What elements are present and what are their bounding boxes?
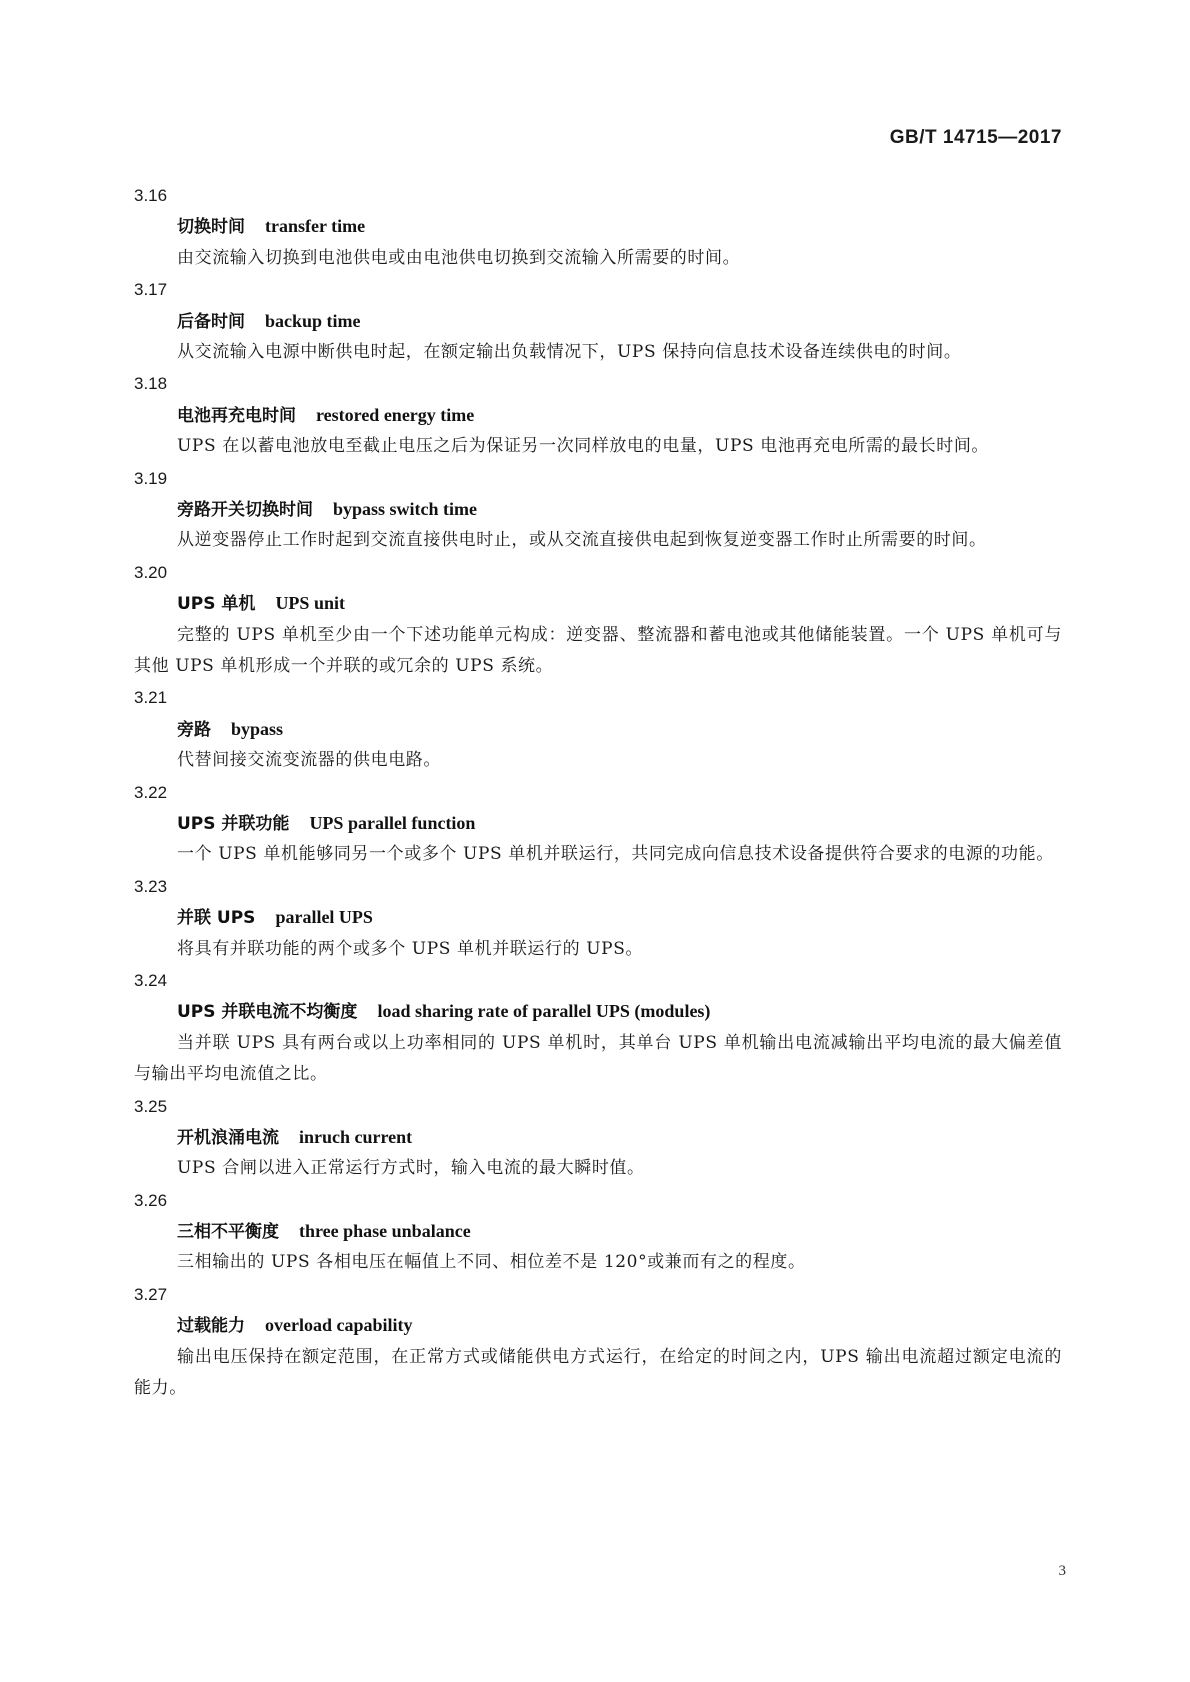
term-english: bypass [231, 718, 284, 739]
term-chinese: 开机浪涌电流 [177, 1127, 279, 1148]
term-chinese: UPS 并联电流不均衡度 [177, 1002, 358, 1023]
entry-term [134, 306, 1062, 337]
term-english: transfer time [265, 216, 366, 237]
entry-term [134, 1216, 1062, 1247]
definition-entry-3-18 [134, 368, 1062, 462]
term-english: UPS parallel function [309, 812, 476, 833]
entry-definition: 由交流输入切换到电池供电或由电池供电切换到交流输入所需要的时间。 [177, 247, 741, 268]
entry-term [134, 494, 1062, 525]
term-english: three phase unbalance [299, 1221, 471, 1242]
entry-definition: 一个 UPS 单机能够同另一个或多个 UPS 单机并联运行，共同完成向信息技术设备提供符合要求的电源的功能。 [177, 844, 1054, 865]
entry-term [134, 1310, 1062, 1341]
entry-definition: 完整的 UPS 单机至少由一个下述功能单元构成：逆变器、整流器和蓄电池或其他储能装置。一个 UPS 单机可与其他 UPS 单机形成一个并联的或冗余的 UPS 系统。 [134, 624, 1062, 676]
entry-term [134, 902, 1062, 933]
definition-entry-3-25 [134, 1091, 1062, 1185]
entry-number: 3.17 [134, 280, 168, 300]
entry-definition: UPS 在以蓄电池放电至截止电压之后为保证另一次同样放电的电量，UPS 电池再充电所需的最长时间。 [177, 436, 990, 457]
term-chinese: 后备时间 [177, 311, 245, 332]
entry-number: 3.24 [134, 970, 168, 990]
entry-definition: 代替间接交流变流器的供电电路。 [177, 750, 441, 771]
definitions-list [134, 180, 1062, 1404]
entry-number: 3.18 [134, 374, 168, 394]
definition-entry-3-24 [134, 965, 1062, 1091]
entry-term [134, 996, 1062, 1027]
entry-definition: 输出电压保持在额定范围，在正常方式或储能供电方式运行，在给定的时间之内，UPS 输出电流超过额定电流的能力。 [134, 1346, 1062, 1399]
entry-number: 3.20 [134, 562, 168, 582]
entry-definition: 从逆变器停止工作时起到交流直接供电时止，或从交流直接供电起到恢复逆变器工作时止所需要的时间。 [177, 530, 987, 551]
term-chinese: 切换时间 [177, 217, 245, 238]
term-english: inruch current [299, 1126, 413, 1147]
term-chinese: 电池再充电时间 [177, 405, 296, 426]
term-english: load sharing rate of parallel UPS (modules) [377, 1001, 711, 1022]
definition-entry-3-21 [134, 682, 1062, 776]
term-english: UPS unit [275, 593, 345, 614]
entry-number: 3.27 [134, 1284, 168, 1304]
entry-term [134, 588, 1062, 619]
definition-entry-3-26 [134, 1185, 1062, 1279]
page-number: 3 [1058, 1563, 1066, 1579]
term-chinese: 三相不平衡度 [177, 1222, 279, 1243]
entry-definition: 当并联 UPS 具有两台或以上功率相同的 UPS 单机时，其单台 UPS 单机输出电流减输出平均电流的最大偏差值与输出平均电流值之比。 [134, 1032, 1062, 1085]
definition-entry-3-27 [134, 1279, 1062, 1405]
entry-definition: UPS 合闸以进入正常运行方式时，输入电流的最大瞬时值。 [177, 1158, 645, 1179]
entry-definition: 从交流输入电源中断供电时起，在额定输出负载情况下，UPS 保持向信息技术设备连续供电的时间。 [177, 341, 962, 362]
entry-term [134, 400, 1062, 431]
term-chinese: 过载能力 [177, 1316, 245, 1337]
definition-entry-3-23 [134, 871, 1062, 965]
definition-entry-3-22 [134, 777, 1062, 871]
entry-definition: 将具有并联功能的两个或多个 UPS 单机并联运行的 UPS。 [177, 938, 644, 959]
term-chinese: UPS 并联功能 [177, 813, 290, 834]
entry-term [134, 1122, 1062, 1153]
entry-number: 3.22 [134, 782, 168, 802]
definition-entry-3-16 [134, 180, 1062, 274]
definition-entry-3-17 [134, 274, 1062, 368]
entry-term [134, 211, 1062, 242]
term-english: restored energy time [316, 404, 475, 425]
entry-number: 3.26 [134, 1190, 168, 1210]
term-chinese: 旁路开关切换时间 [177, 499, 313, 520]
term-english: overload capability [265, 1315, 413, 1336]
entry-number: 3.19 [134, 468, 168, 488]
term-english: bypass switch time [333, 498, 478, 519]
entry-number: 3.23 [134, 876, 168, 896]
entry-definition: 三相输出的 UPS 各相电压在幅值上不同、相位差不是 120°或兼而有之的程度。 [177, 1252, 806, 1273]
term-chinese: 并联 UPS [177, 908, 256, 929]
entry-term [134, 714, 1062, 745]
term-english: backup time [265, 310, 361, 331]
term-chinese: UPS 单机 [177, 594, 256, 615]
entry-number: 3.25 [134, 1096, 168, 1116]
term-english: parallel UPS [275, 907, 373, 928]
entry-number: 3.21 [134, 688, 168, 708]
definition-entry-3-20 [134, 557, 1062, 683]
definition-entry-3-19 [134, 463, 1062, 557]
document-code-header: GB/T 14715—2017 [889, 127, 1062, 148]
term-chinese: 旁路 [177, 719, 211, 740]
entry-number: 3.16 [134, 186, 168, 205]
entry-term [134, 808, 1062, 839]
